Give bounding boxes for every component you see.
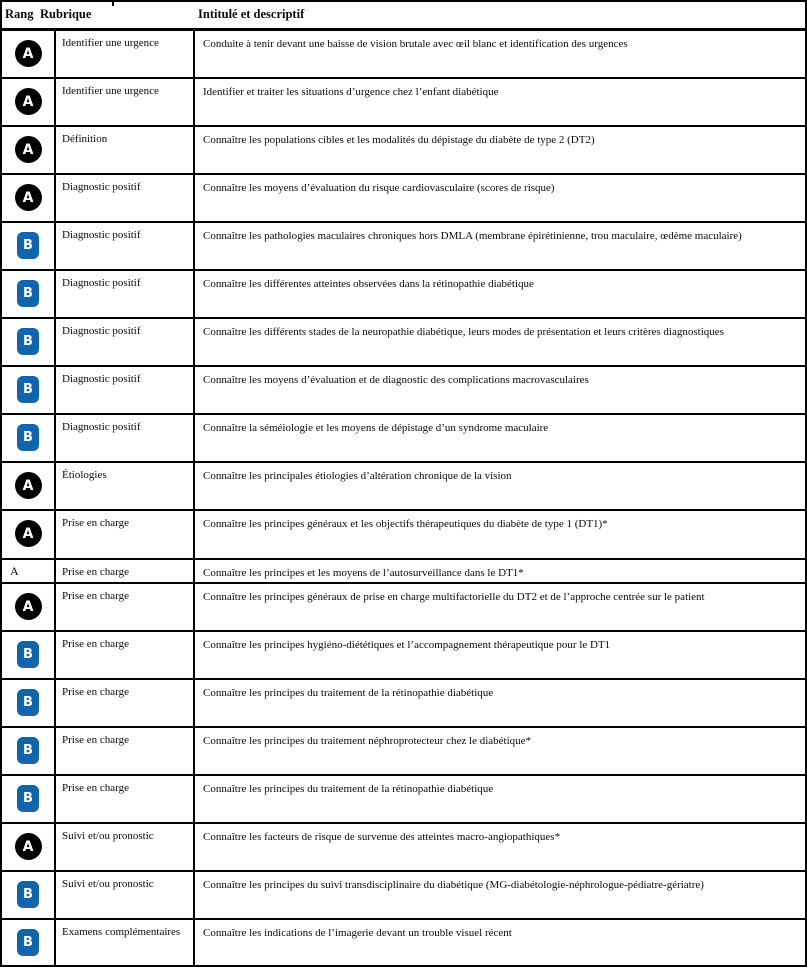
rubrique-label: Définition — [62, 133, 108, 145]
intitule-cell — [195, 824, 805, 870]
rubrique-label: Examens complémentaires — [62, 926, 181, 938]
rubrique-label: Prise en charge — [62, 517, 129, 529]
rang-cell — [2, 79, 56, 125]
rubrique-label: Diagnostic positif — [62, 421, 141, 433]
rubrique-cell — [56, 319, 195, 365]
rubrique-label: Prise en charge — [62, 782, 129, 794]
intitule-cell — [195, 776, 805, 822]
table-row — [2, 79, 805, 127]
intitule-text: Connaître les principes du traitement de la rétinopathie diabétique — [203, 783, 494, 795]
intitule-text: Connaître les principes et les moyens de l’autosurveillance dans le DT1* — [203, 567, 524, 579]
rubrique-cell — [56, 872, 195, 918]
intitule-cell — [195, 367, 805, 413]
rang-cell — [2, 560, 56, 582]
intitule-cell — [195, 872, 805, 918]
intitule-text: Identifier et traiter les situations d’urgence chez l’enfant diabétique — [203, 86, 499, 98]
table-row — [2, 415, 805, 463]
table-row — [2, 632, 805, 680]
rank-badge-b: B — [17, 280, 39, 307]
rank-badge-b: B — [17, 424, 39, 451]
intitule-cell — [195, 560, 805, 582]
rank-badge-b: B — [17, 929, 39, 956]
rank-badge-a: A — [15, 184, 42, 211]
intitule-text: Connaître les facteurs de risque de survenue des atteintes macro-angiopathiques* — [203, 831, 561, 843]
rang-cell — [2, 511, 56, 558]
rang-cell — [2, 463, 56, 509]
intitule-text: Connaître les différentes atteintes observées dans la rétinopathie diabétique — [203, 278, 534, 290]
table-row — [2, 920, 805, 967]
column-header-rubrique: Rubrique — [40, 7, 92, 21]
rubrique-label: Suivi et/ou pronostic — [62, 878, 154, 890]
rang-cell — [2, 584, 56, 630]
rubrique-cell — [56, 175, 195, 221]
table-row — [2, 584, 805, 632]
rank-badge-a: A — [15, 472, 42, 499]
table-row — [2, 223, 805, 271]
intitule-text: Connaître les principes généraux et les objectifs thérapeutiques du diabète de type 1 (DT1)* — [203, 518, 608, 530]
rubrique-label: Diagnostic positif — [62, 229, 141, 241]
intitule-cell — [195, 728, 805, 774]
rang-cell — [2, 680, 56, 726]
intitule-cell — [195, 511, 805, 558]
rubrique-cell — [56, 463, 195, 509]
rang-cell — [2, 824, 56, 870]
rubrique-label: Diagnostic positif — [62, 373, 141, 385]
table-row — [2, 511, 805, 560]
table-row — [2, 824, 805, 872]
intitule-text: Connaître les principes du traitement néphroprotecteur chez le diabétique* — [203, 735, 532, 747]
intitule-cell — [195, 920, 805, 967]
rubrique-label: Diagnostic positif — [62, 181, 141, 193]
rubrique-cell — [56, 271, 195, 317]
rank-badge-a: A — [15, 136, 42, 163]
rubrique-label: Diagnostic positif — [62, 325, 141, 337]
intitule-text: Connaître les principes du suivi transdisciplinaire du diabétique (MG-diabétologie-néphrologue-pédiatre-gériatre) — [203, 879, 704, 891]
rang-cell — [2, 872, 56, 918]
intitule-cell — [195, 415, 805, 461]
intitule-text: Connaître les indications de l’imagerie devant un trouble visuel récent — [203, 927, 512, 939]
rubrique-cell — [56, 680, 195, 726]
table-body — [2, 31, 805, 967]
rubrique-label: Identifier une urgence — [62, 37, 159, 49]
rubrique-label: Prise en charge — [62, 734, 129, 746]
rubrique-label: Prise en charge — [62, 566, 129, 578]
intitule-text: Connaître les différents stades de la neuropathie diabétique, leurs modes de présentation et leurs critères diagnostiques — [203, 326, 724, 338]
rang-cell — [2, 319, 56, 365]
intitule-text: Connaître les principes hygiéno-diététiques et l’accompagnement thérapeutique pour le DT1 — [203, 639, 611, 651]
rang-cell — [2, 175, 56, 221]
rang-cell — [2, 415, 56, 461]
intitule-text: Connaître les moyens d’évaluation du risque cardiovasculaire (scores de risque) — [203, 182, 555, 194]
rank-badge-a: A — [10, 564, 19, 578]
table-row — [2, 175, 805, 223]
intitule-text: Connaître les principales étiologies d’altération chronique de la vision — [203, 470, 512, 482]
intitule-cell — [195, 79, 805, 125]
rank-badge-a: A — [15, 833, 42, 860]
rubrique-label: Prise en charge — [62, 638, 129, 650]
rang-cell — [2, 728, 56, 774]
rubrique-label: Étiologies — [62, 469, 107, 481]
rank-badge-a: A — [15, 593, 42, 620]
intitule-cell — [195, 680, 805, 726]
rubrique-cell — [56, 728, 195, 774]
rank-badge-b: B — [17, 376, 39, 403]
intitule-cell — [195, 223, 805, 269]
rubrique-cell — [56, 415, 195, 461]
rank-badge-b: B — [17, 737, 39, 764]
rank-badge-b: B — [17, 328, 39, 355]
rubrique-cell — [56, 511, 195, 558]
rank-badge-b: B — [17, 785, 39, 812]
rank-badge-a: A — [15, 88, 42, 115]
table-row — [2, 271, 805, 319]
table-row — [2, 872, 805, 920]
rank-badge-a: A — [15, 40, 42, 67]
rubrique-cell — [56, 584, 195, 630]
intitule-text: Connaître les principes du traitement de la rétinopathie diabétique — [203, 687, 494, 699]
intitule-text: Connaître les pathologies maculaires chroniques hors DMLA (membrane épirétinienne, trou maculaire, œdème maculaire) — [203, 230, 742, 242]
table-row — [2, 367, 805, 415]
rubrique-cell — [56, 824, 195, 870]
rubrique-cell — [56, 31, 195, 77]
rank-badge-b: B — [17, 232, 39, 259]
rang-cell — [2, 367, 56, 413]
rank-badge-a: A — [15, 520, 42, 547]
table-header — [2, 2, 805, 31]
rubrique-cell — [56, 776, 195, 822]
rubrique-label: Suivi et/ou pronostic — [62, 830, 154, 842]
table-row — [2, 560, 805, 584]
rubrique-cell — [56, 127, 195, 173]
intitule-cell — [195, 127, 805, 173]
table-row — [2, 463, 805, 511]
rang-cell — [2, 920, 56, 967]
rubrique-label: Prise en charge — [62, 590, 129, 602]
rubrique-cell — [56, 367, 195, 413]
intitule-cell — [195, 175, 805, 221]
intitule-text: Connaître la séméiologie et les moyens de dépistage d’un syndrome maculaire — [203, 422, 549, 434]
table-row — [2, 31, 805, 79]
table-row — [2, 776, 805, 824]
rang-cell — [2, 776, 56, 822]
rang-cell — [2, 223, 56, 269]
intitule-cell — [195, 31, 805, 77]
intitule-text: Connaître les moyens d’évaluation et de diagnostic des complications macrovasculaires — [203, 374, 589, 386]
column-header-intitule: Intitulé et descriptif — [198, 7, 305, 21]
table-row — [2, 127, 805, 175]
rank-badge-b: B — [17, 641, 39, 668]
table-row — [2, 728, 805, 776]
intitule-cell — [195, 319, 805, 365]
table-row — [2, 680, 805, 728]
intitule-cell — [195, 584, 805, 630]
rang-cell — [2, 127, 56, 173]
rubrique-cell — [56, 632, 195, 678]
intitule-text: Connaître les principes généraux de prise en charge multifactorielle du DT2 et de l’approche centrée sur le patient — [203, 591, 705, 603]
intitule-cell — [195, 271, 805, 317]
rank-badge-b: B — [17, 689, 39, 716]
rubrique-label: Identifier une urgence — [62, 85, 159, 97]
rubrique-cell — [56, 79, 195, 125]
rubrique-cell — [56, 560, 195, 582]
rubrique-label: Prise en charge — [62, 686, 129, 698]
rubrique-cell — [56, 223, 195, 269]
rubrique-cell — [56, 920, 195, 967]
table-row — [2, 319, 805, 367]
intitule-text: Conduite à tenir devant une baisse de vision brutale avec œil blanc et identification des urgences — [203, 38, 628, 50]
rank-badge-b: B — [17, 881, 39, 908]
rang-cell — [2, 31, 56, 77]
intitule-text: Connaître les populations cibles et les modalités du dépistage du diabète de type 2 (DT2) — [203, 134, 595, 146]
intitule-cell — [195, 463, 805, 509]
rubrique-label: Diagnostic positif — [62, 277, 141, 289]
rang-cell — [2, 632, 56, 678]
intitule-cell — [195, 632, 805, 678]
column-header-rang: Rang — [5, 7, 34, 21]
rang-cell — [2, 271, 56, 317]
